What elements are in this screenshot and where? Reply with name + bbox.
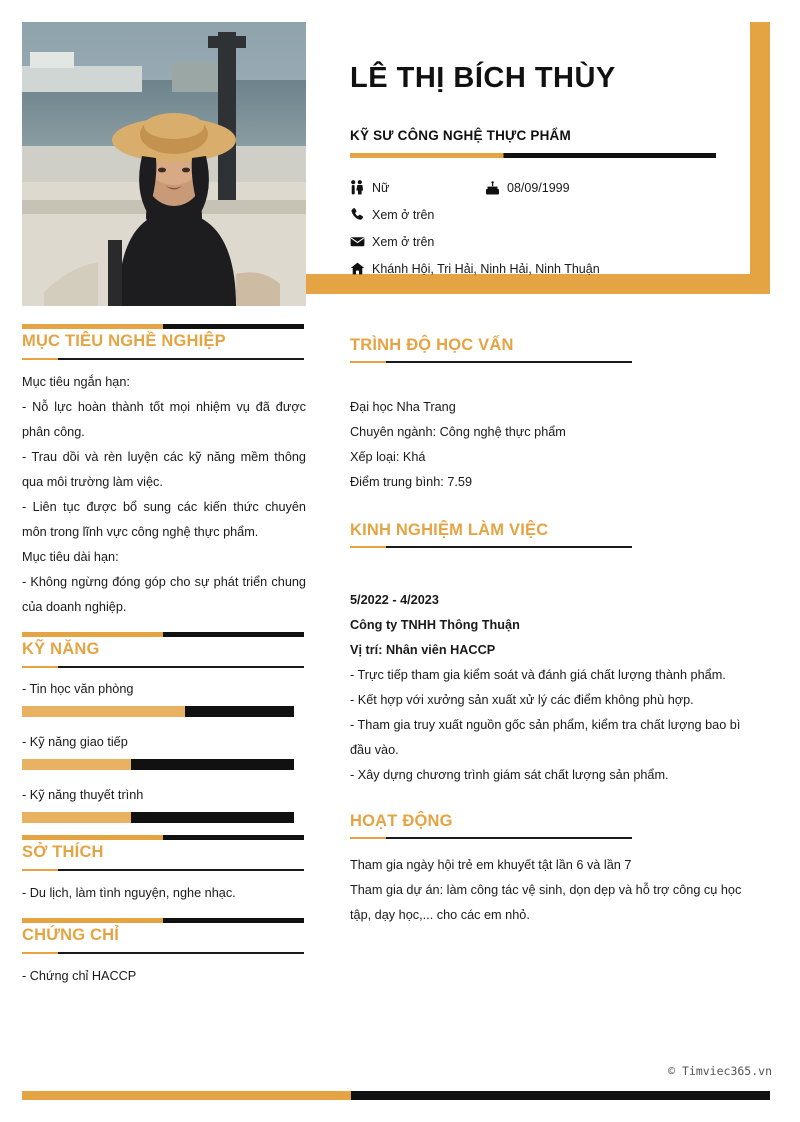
section-kicker-bar <box>22 835 304 840</box>
hobbies-body <box>22 881 306 906</box>
activity-line: Tham gia ngày hội trẻ em khuyết tật lần 6 và lần 7 <box>350 858 632 872</box>
section-header <box>22 843 306 871</box>
phone-icon <box>350 207 372 222</box>
title-divider <box>350 153 716 158</box>
certificate-line: - Chứng chỉ HACCP <box>22 969 137 983</box>
job-title: KỸ SƯ CÔNG NGHỆ THỰC PHẨM <box>350 128 571 143</box>
section-kicker-bar <box>22 632 304 637</box>
education-body <box>350 395 750 495</box>
credit-text: © Timviec365.vn <box>668 1064 772 1078</box>
section-hobbies <box>22 843 306 906</box>
section-underline <box>22 952 304 954</box>
career-line: - Liên tục được bổ sung các kiến thức chuyên môn trong lĩnh vực công nghệ thực phẩm. <box>22 500 306 539</box>
section-underline <box>22 869 304 871</box>
experience-duty: - Tham gia truy xuất nguồn gốc sản phẩm, kiểm tra chất lượng bao bì đầu vào. <box>350 718 741 757</box>
section-experience <box>350 521 750 788</box>
avatar <box>22 22 306 306</box>
section-title: CHỨNG CHỈ <box>22 926 120 944</box>
education-line: Chuyên ngành: Công nghệ thực phẩm <box>350 425 566 439</box>
section-activities <box>350 812 750 928</box>
experience-duty: - Xây dựng chương trình giám sát chất lượng sản phẩm. <box>350 768 669 782</box>
section-title: TRÌNH ĐỘ HỌC VẤN <box>350 336 514 354</box>
skill-bar <box>22 812 294 823</box>
section-title: MỤC TIÊU NGHỀ NGHIỆP <box>22 332 226 350</box>
experience-duty: - Trực tiếp tham gia kiểm soát và đánh giá chất lượng thành phẩm. <box>350 668 726 682</box>
info-row-address <box>350 261 750 277</box>
section-underline <box>22 666 304 668</box>
info-row-phone <box>350 207 750 223</box>
section-underline <box>350 361 632 363</box>
section-header <box>22 640 306 668</box>
skill-label: - Kỹ năng thuyết trình <box>22 788 144 802</box>
section-header <box>350 336 750 363</box>
section-title: KỸ NĂNG <box>22 640 100 658</box>
email-value: Xem ở trên <box>372 235 435 249</box>
career-objective-body <box>22 370 306 620</box>
experience-duty: - Kết hợp với xưởng sản xuất xử lý các điểm không phù hợp. <box>350 693 694 707</box>
skill-bar <box>22 759 294 770</box>
section-title: KINH NGHIỆM LÀM VIỆC <box>350 521 549 539</box>
gender-value: Nữ <box>372 181 390 195</box>
envelope-icon <box>350 234 372 249</box>
section-career-objective <box>22 332 306 620</box>
section-header <box>350 521 750 548</box>
career-line: - Không ngừng đóng góp cho sự phát triển chung của doanh nghiệp. <box>22 575 306 614</box>
section-underline <box>350 837 632 839</box>
career-line: Mục tiêu ngắn hạn: <box>22 375 130 389</box>
birthday-group <box>485 180 570 196</box>
education-line: Điểm trung bình: 7.59 <box>350 475 473 489</box>
career-line: - Trau dồi và rèn luyện các kỹ năng mềm thông qua môi trường làm việc. <box>22 450 306 489</box>
section-header <box>22 926 306 954</box>
birthday-value: 08/09/1999 <box>507 181 570 195</box>
gender-icon <box>350 180 372 195</box>
experience-body <box>350 588 750 788</box>
left-column <box>22 326 306 1009</box>
experience-company: Công ty TNHH Thông Thuận <box>350 618 520 632</box>
cake-icon <box>485 180 507 196</box>
contact-info <box>350 180 750 288</box>
footer-divider <box>22 1091 770 1100</box>
career-line: - Nỗ lực hoàn thành tốt mọi nhiệm vụ đã được phân công. <box>22 400 306 439</box>
phone-value: Xem ở trên <box>372 208 435 222</box>
address-value: Khánh Hội, Tri Hải, Ninh Hải, Ninh Thuận <box>372 262 600 276</box>
experience-period: 5/2022 - 4/2023 <box>350 593 439 607</box>
experience-position: Vị trí: Nhân viên HACCP <box>350 643 496 657</box>
section-underline <box>22 358 304 360</box>
education-line: Đại học Nha Trang <box>350 400 456 414</box>
skill-bar <box>22 706 294 717</box>
skill-label: - Tin học văn phòng <box>22 682 134 696</box>
section-certificates <box>22 926 306 989</box>
hobbies-line: - Du lịch, làm tình nguyện, nghe nhạc. <box>22 886 236 900</box>
section-kicker-bar <box>22 324 304 329</box>
home-icon <box>350 261 372 276</box>
education-line: Xếp loại: Khá <box>350 450 426 464</box>
page-title: LÊ THỊ BÍCH THÙY <box>350 62 616 94</box>
activity-line: Tham gia dự án: làm công tác vệ sinh, dọn dẹp và hỗ trợ công cụ học tập, dạy học,... cho các em nhỏ. <box>350 883 742 922</box>
section-education <box>350 336 750 495</box>
right-column <box>350 336 750 948</box>
section-header <box>350 812 750 839</box>
certificates-body <box>22 964 306 989</box>
career-line: Mục tiêu dài hạn: <box>22 550 119 564</box>
section-title: HOẠT ĐỘNG <box>350 812 453 830</box>
section-title: SỞ THÍCH <box>22 843 104 861</box>
section-kicker-bar <box>22 918 304 923</box>
section-underline <box>350 546 632 548</box>
info-row-gender-birthday <box>350 180 750 196</box>
activities-body <box>350 853 750 928</box>
section-skills <box>22 640 306 823</box>
info-row-email <box>350 234 750 250</box>
skill-label: - Kỹ năng giao tiếp <box>22 735 128 749</box>
section-header <box>22 332 306 360</box>
